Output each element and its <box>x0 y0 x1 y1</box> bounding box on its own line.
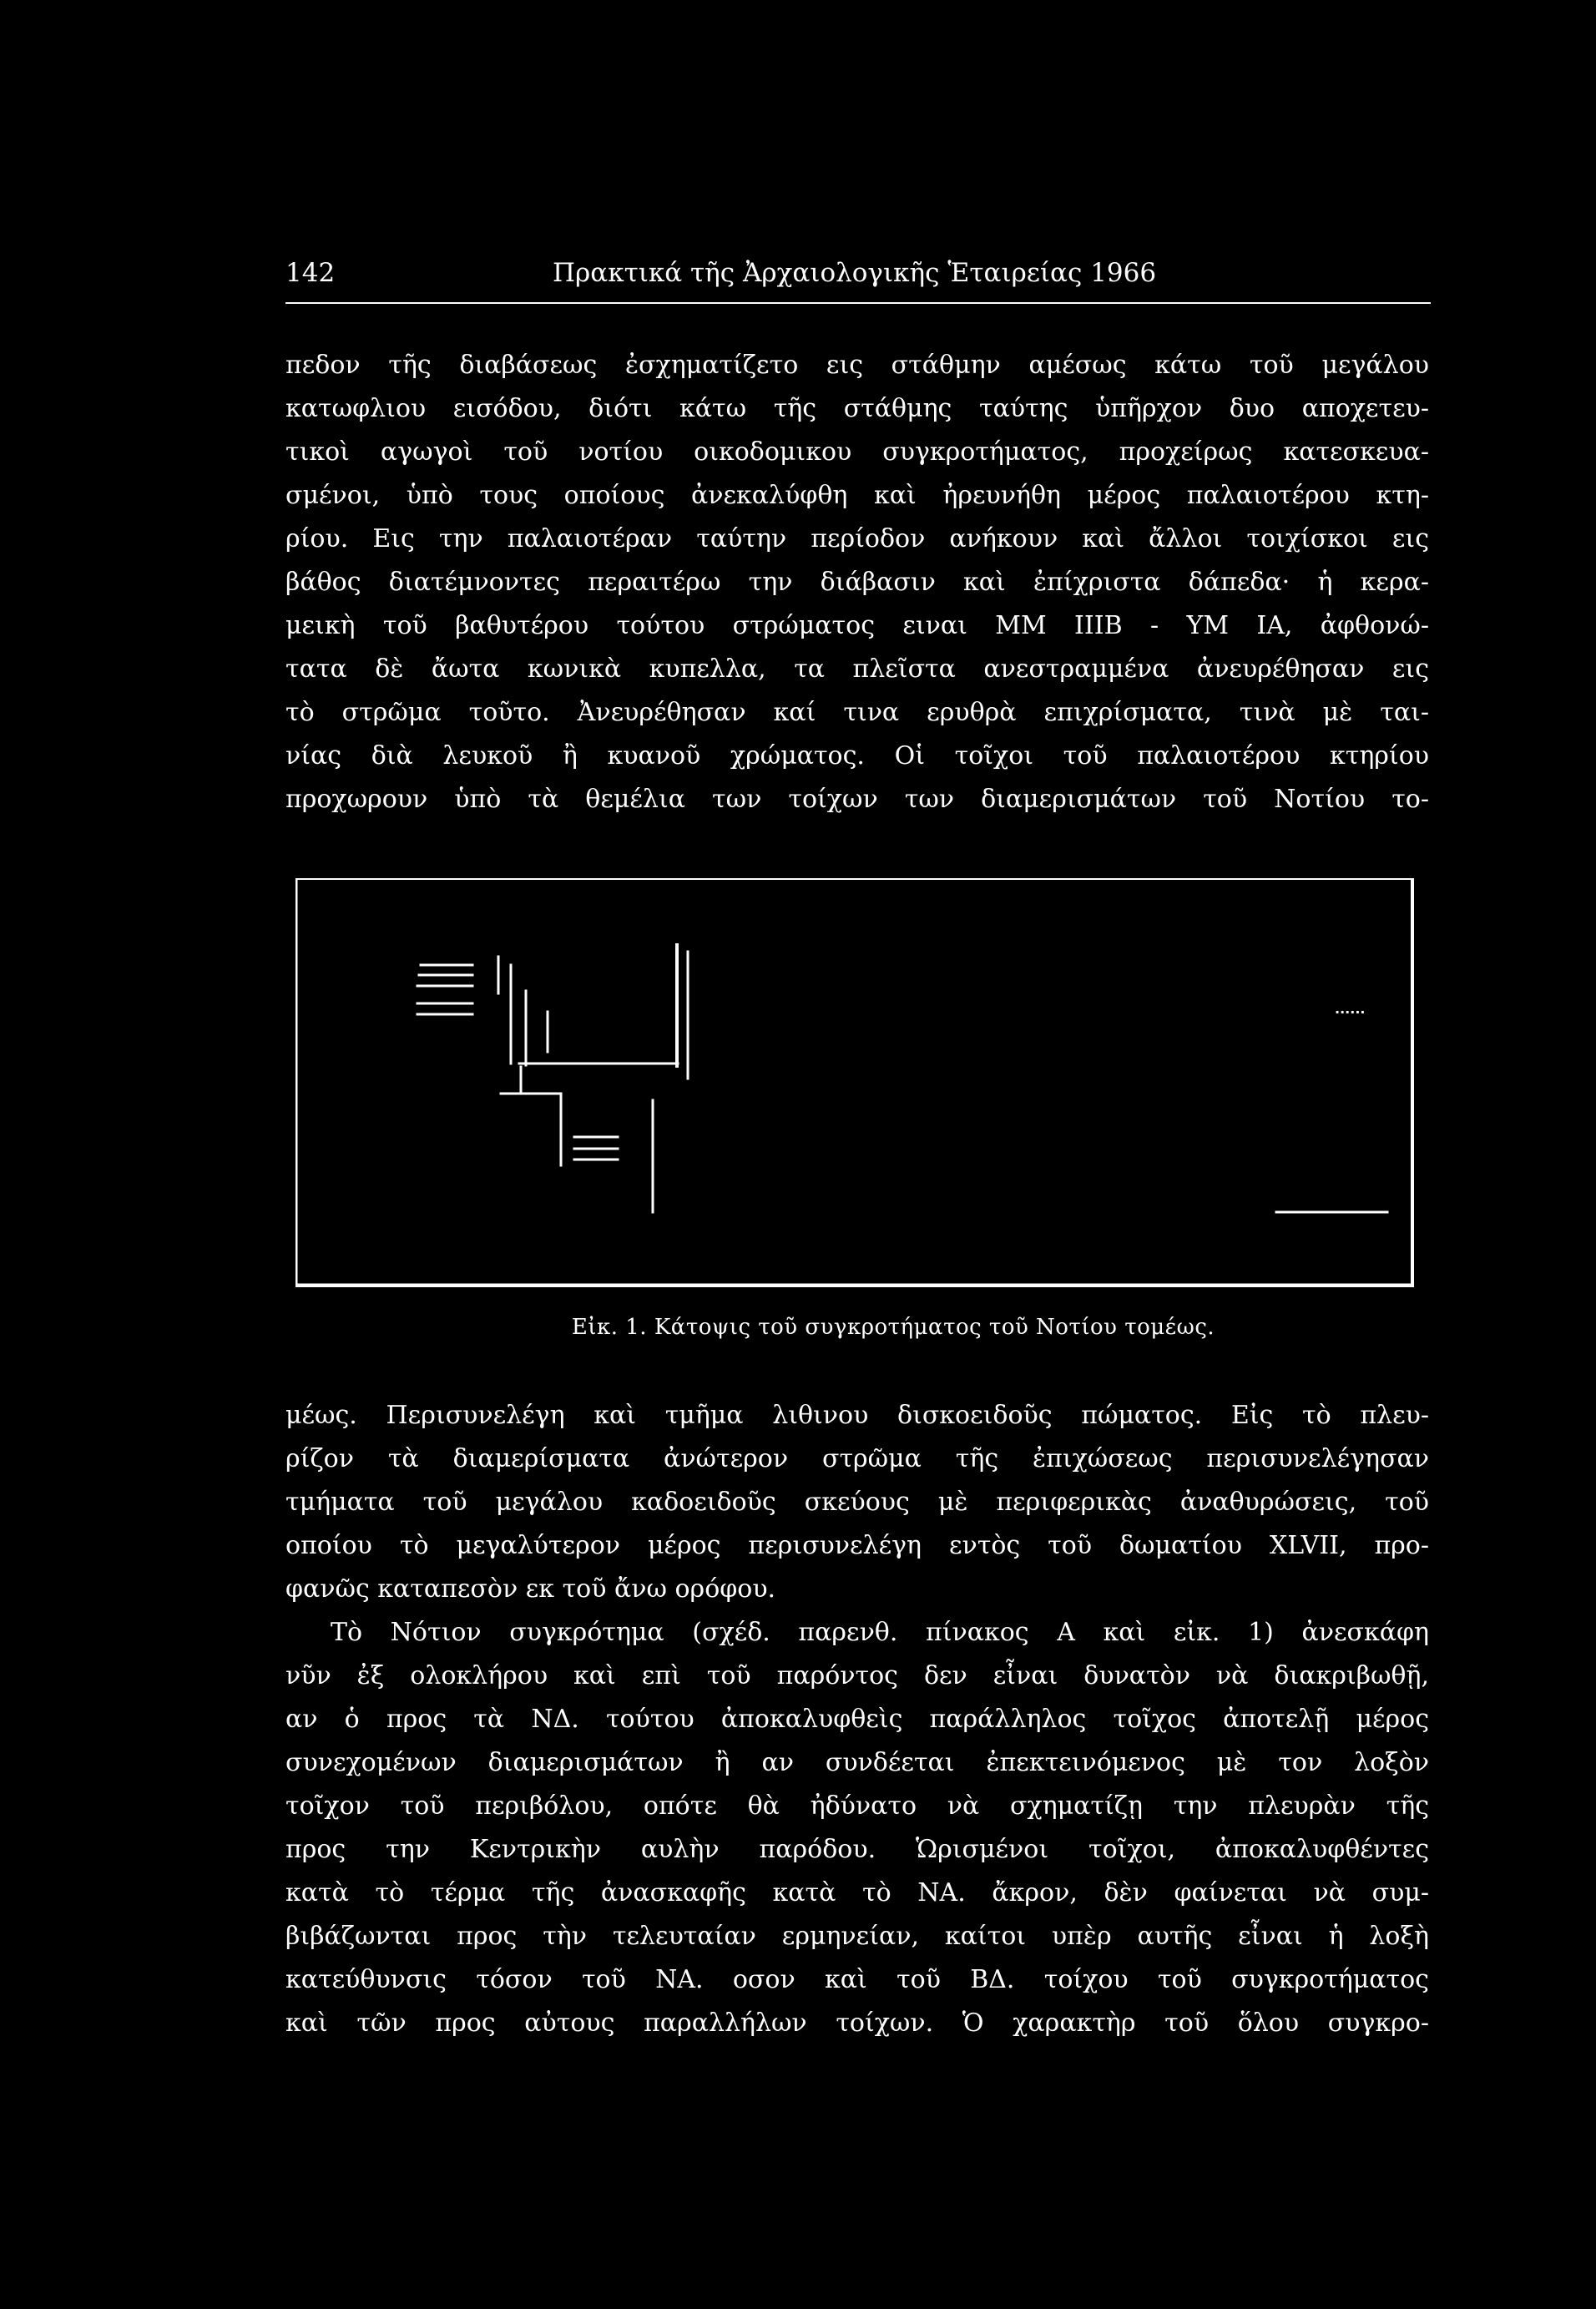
text-line: αν ὁ προς τὰ ΝΔ. τούτου ἀποκαλυφθεὶς παράλληλος τοῖχος ἀποτελῇ μέρος <box>285 1705 1429 1734</box>
text-line: προς την Κεντρικὴν αυλὴν παρόδου. Ὡρισμένοι τοῖχοι, ἀποκαλυφθέντες <box>285 1835 1429 1864</box>
running-title: Πρακτικά τῆς Ἀρχαιολογικῆς Ἑταιρείας 1966 <box>553 258 1157 288</box>
text-line: πεδον τῆς διαβάσεως ἐσχηματίζετο εις στάθμην αμέσως κάτω τοῦ μεγάλου <box>285 351 1429 380</box>
text-line: τοῖχον τοῦ περιβόλου, οπότε θὰ ἠδύνατο νὰ σχηματίζῃ την πλευρὰν τῆς <box>285 1791 1429 1821</box>
text-line: τατα δὲ ἄωτα κωνικὰ κυπελλα, τα πλεῖστα ανεστραμμένα ἀνευρέθησαν εις <box>285 654 1429 684</box>
plan-drawing <box>295 878 1414 1287</box>
text-line: ρίζον τὰ διαμερίσματα ἀνώτερον στρῶμα τῆς ἐπιχώσεως περισυνελέγησαν <box>285 1444 1429 1473</box>
text-line: κατωφλιου εισόδου, διότι κάτω τῆς στάθμης ταύτης ὑπῆρχον δυο αποχετευ- <box>285 394 1429 423</box>
text-line: συνεχομένων διαμερισμάτων ἢ αν συνδέεται ἐπεκτεινόμενος μὲ τον λοξὸν <box>285 1748 1429 1777</box>
text-line: ρίου. Εις την παλαιοτέραν ταύτην περίοδον ανήκουν καὶ ἄλλοι τοιχίσκοι εις <box>285 524 1429 553</box>
text-line: σμένοι, ὑπὸ τους οποίους ἀνεκαλύφθη καὶ ἠρευνήθη μέρος παλαιοτέρου κτη- <box>285 481 1429 510</box>
text-line: μέως. Περισυνελέγη καὶ τμῆμα λιθινου δισκοειδοῦς πώματος. Εἰς τὸ πλευ- <box>285 1401 1429 1430</box>
text-line: καὶ τῶν προς αὐτους παραλλήλων τοίχων. Ὁ χαρακτὴρ τοῦ ὅλου συγκρο- <box>285 2008 1429 2038</box>
text-line: τὸ στρῶμα τοῦτο. Ἀνευρέθησαν καί τινα ερυθρὰ επιχρίσματα, τινὰ μὲ ται- <box>285 698 1429 727</box>
text-line: οποίου τὸ μεγαλύτερον μέρος περισυνελέγη εντὸς τοῦ δωματίου XLVII, προ- <box>285 1531 1429 1560</box>
plan-figure <box>295 878 1414 1287</box>
text-line: τμήματα τοῦ μεγάλου καδοειδοῦς σκεύους μὲ περιφερικὰς ἀναθυρώσεις, τοῦ <box>285 1488 1429 1517</box>
figure-caption: Εἰκ. 1. Κάτοψις τοῦ συγκροτήματος τοῦ Νοτίου τομέως. <box>571 1315 1215 1340</box>
running-header <box>285 252 1431 304</box>
text-line: τικοὶ αγωγοὶ τοῦ νοτίου οικοδομικου συγκροτήματος, προχείρως κατεσκευα- <box>285 437 1429 467</box>
text-line: βιβάζωνται προς τὴν τελευταίαν ερμηνείαν, καίτοι υπὲρ αυτῆς εἶναι ἡ λοξὴ <box>285 1922 1429 1951</box>
text-line: Τὸ Νότιον συγκρότημα (σχέδ. παρενθ. πίνακος Α καὶ εἰκ. 1) ἀνεσκάφη <box>331 1618 1429 1647</box>
text-line: κατὰ τὸ τέρμα τῆς ἀνασκαφῆς κατὰ τὸ ΝΑ. ἄκρον, δὲν φαίνεται νὰ συμ- <box>285 1878 1429 1907</box>
text-line: μεικὴ τοῦ βαθυτέρου τούτου στρώματος ειναι ΜΜ ΙΙΙΒ - ΥΜ ΙΑ, ἀφθονώ- <box>285 611 1429 640</box>
paragraph-top <box>285 344 1429 821</box>
text-line: προχωρουν ὑπὸ τὰ θεμέλια των τοίχων των διαμερισμάτων τοῦ Νοτίου το- <box>285 785 1429 814</box>
text-line: νίας διὰ λευκοῦ ἢ κυανοῦ χρώματος. Οἱ τοῖχοι τοῦ παλαιοτέρου κτηρίου <box>285 741 1429 771</box>
plan-marker: ...... <box>1335 1001 1366 1017</box>
page-number: 142 <box>285 258 336 288</box>
text-line: βάθος διατέμνοντες περαιτέρω την διάβασιν καὶ ἐπίχριστα δάπεδα· ἡ κερα- <box>285 568 1429 597</box>
text-line: φανῶς καταπεσὸν εκ τοῦ ἄνω ορόφου. <box>285 1574 776 1604</box>
text-line: νῦν ἐξ ολοκλήρου καὶ επὶ τοῦ παρόντος δεν εἶναι δυνατὸν νὰ διακριβωθῇ, <box>285 1661 1429 1690</box>
text-line: κατεύθυνσις τόσον τοῦ ΝΑ. οσον καὶ τοῦ ΒΔ. τοίχου τοῦ συγκροτήματος <box>285 1965 1429 1994</box>
paragraph-bottom <box>285 1394 1429 2045</box>
